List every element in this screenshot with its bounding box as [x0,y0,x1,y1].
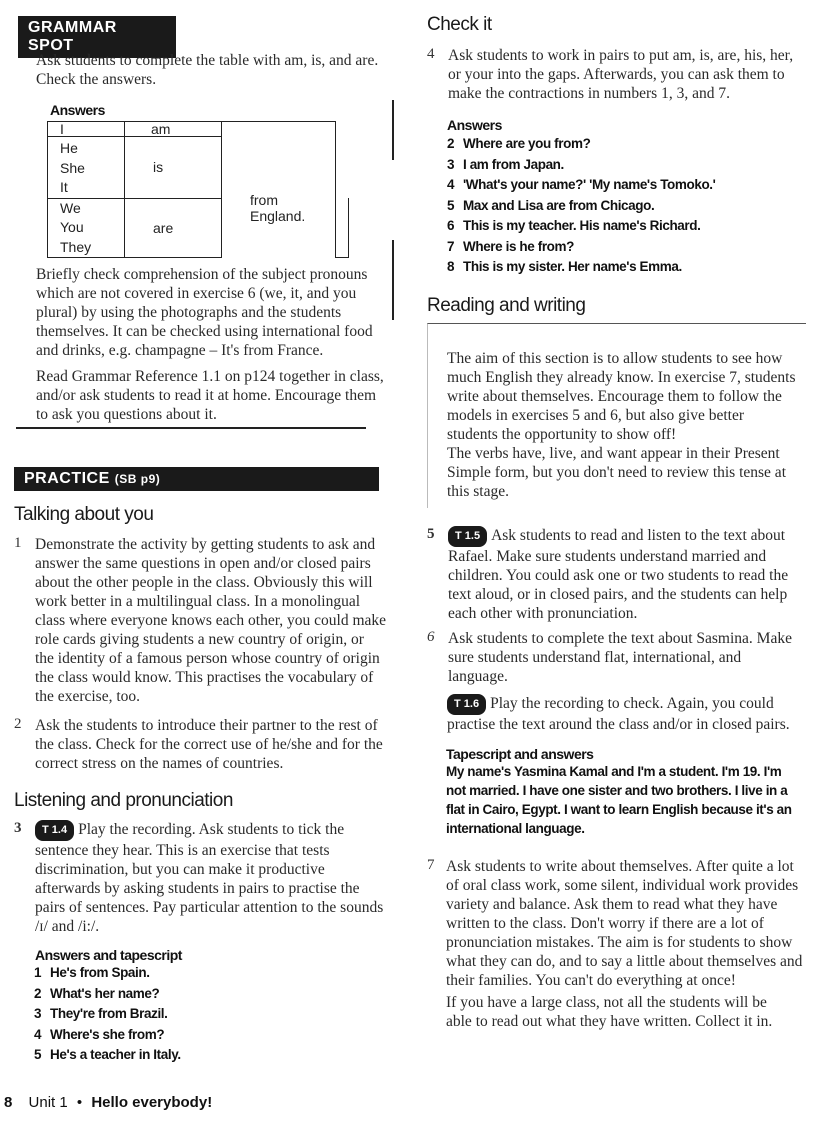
grammar-side-rule-2 [392,240,394,320]
pronoun-cell-group: He She It [48,137,125,199]
list-item: 4 'What's your name?' 'My name's Tomoko.' [447,177,716,192]
check-it-item-4: 4 Ask students to work in pairs to put am, is, are, his, her, or your into the gaps. Afterwards, you can ask them to make the contractions in numbers 1, 3, and 7. [427,46,794,102]
page-number: 8 [4,1094,13,1111]
list-item: 2 What's her name? [34,985,160,1001]
audio-track-badge[interactable]: T 1.4 [35,820,74,841]
tapescript-text: My name's Yasmina Kamal and I'm a student. I'm 19. I'm not married. I have one sister and two brothers. I live in a flat in Cairo, Egypt. I want to learn English because it's an international language. [446,764,792,836]
unit-label: Unit 1 [28,1094,68,1111]
list-item: 7 Where is he from? [447,238,574,254]
practice-item-2: 2 Ask the students to introduce their partner to the rest of the class. Check for the correct use of he/she and for the correct stress on the names of countries. [14,716,383,772]
grammar-spot-intro: Ask students to complete the table with am, is, and are. Check the answers. [36,52,379,88]
grammar-side-rule [392,100,394,160]
list-item: 5 Max and Lisa are from Chicago. [447,197,655,213]
grammar-bottom-rule [16,427,366,429]
reading-writing-note-p2: The verbs have, live, and want appear in their Present Simple form, but you don't need to review this tense at this stage. [447,445,786,500]
list-item: 8 This is my sister. Her name's Emma. [447,259,682,274]
practice-item-3: 3 T 1.4 Play the recording. Ask students to tick the sentence they hear. This is an exercise that tests discrimination, but you can make it productive afterwards by asking students in pairs to practise the pairs of sentences. Pay particular attention to the sounds /ɪ/ and /i:/. [14,820,384,935]
reading-item-5: 5 T 1.5 Ask students to read and listen to the text about Rafael. Make sure students understand married and children. You could ask one or two students to read the text aloud, or in closed pairs, and the students can help each other with pronunciation. [427,526,789,622]
audio-track-badge[interactable]: T 1.6 [447,694,486,715]
tapescript-label: Tapescript and answers [446,746,594,762]
list-item: 3 I am from Japan. [447,156,564,172]
list-item: 1 He's from Spain. [34,965,150,980]
audio-track-badge[interactable]: T 1.5 [448,526,487,547]
pronoun-cell: I [48,122,125,137]
verb-cell: is [125,137,222,199]
reading-item-6b: T 1.6 Play the recording to check. Again, you could practise the text around the class and/or in closed pairs. [447,695,790,733]
grammar-answers-label: Answers [50,102,105,118]
list-item: 2 Where are you from? [447,136,591,151]
pronoun-cell-group: We You They [48,198,125,258]
reading-item-6: 6 Ask students to complete the text about Sasmina. Make sure students understand flat, international, and language. [427,629,792,685]
practice-item-1: 1 Demonstrate the activity by getting students to ask and answer the same questions in open and/or closed pairs about the other people in the class. Obviously this will work better in a multilingual class. In a monolingual class where everyone knows each other, you could make role cards giving students a new country of origin, or the identity of a famous person whose country of origin the class would know. This practises the vocabulary of the exercise, too. [14,535,387,705]
complement-cell: from England. [222,122,336,258]
unit-title: Hello everybody! [91,1094,213,1111]
reading-writing-heading: Reading and writing [427,295,586,316]
page-footer [4,1094,212,1111]
list-item: 5 He's a teacher in Italy. [34,1047,181,1062]
list-item: 3 They're from Brazil. [34,1006,168,1021]
answers-tapescript-label: Answers and tapescript [35,947,182,963]
list-item: 4 Where's she from? [34,1026,165,1042]
check-it-answers-list [447,134,807,278]
reading-item-7: 7 Ask students to write about themselves. After quite a lot of oral class work, some silent, individual work provides variety and balance. Ask them to read what they have written to the class. Don't worry if there are a lot of pronunciation mistakes. The aim is for students to show what they can do, and to say a little about themselves and their families. You can't do everything at once! [427,857,803,989]
check-it-heading: Check it [427,14,492,35]
grammar-spot-title: GRAMMAR SPOT [28,19,117,54]
grammar-para-2: Read Grammar Reference 1.1 on p124 together in class, and/or ask students to read it at home. Encourage them to ask you questions about it. [36,368,384,423]
listening-heading: Listening and pronunciation [14,790,233,811]
reading-item-7b: If you have a large class, not all the students will be able to read out what they have written. Collect it in. [446,994,773,1030]
answers-tapescript-list [34,963,334,1066]
list-item: 6 This is my teacher. His name's Richard. [447,218,701,233]
check-it-answers-label: Answers [447,117,502,133]
reading-writing-note-p1: The aim of this section is to allow students to see how much English they already know. In exercise 7, students write about themselves. Encourage them to follow the models in exercises 5 and 6, but also give better students the opportunity to show off! [447,350,796,443]
verb-cell: are [125,198,222,258]
verb-cell: am [125,122,222,137]
practice-banner: PRACTICE (SB p9) [14,467,379,491]
talking-heading: Talking about you [14,504,154,525]
bullet: • [76,1094,83,1111]
grammar-para-1: Briefly check comprehension of the subject pronouns which are not covered in exercise 6 (we, it, and you plural) by using the photographs and the students themselves. It can be checked using international food and drinks, e.g. champagne – It's from France. [36,266,373,359]
grammar-table [47,121,349,258]
